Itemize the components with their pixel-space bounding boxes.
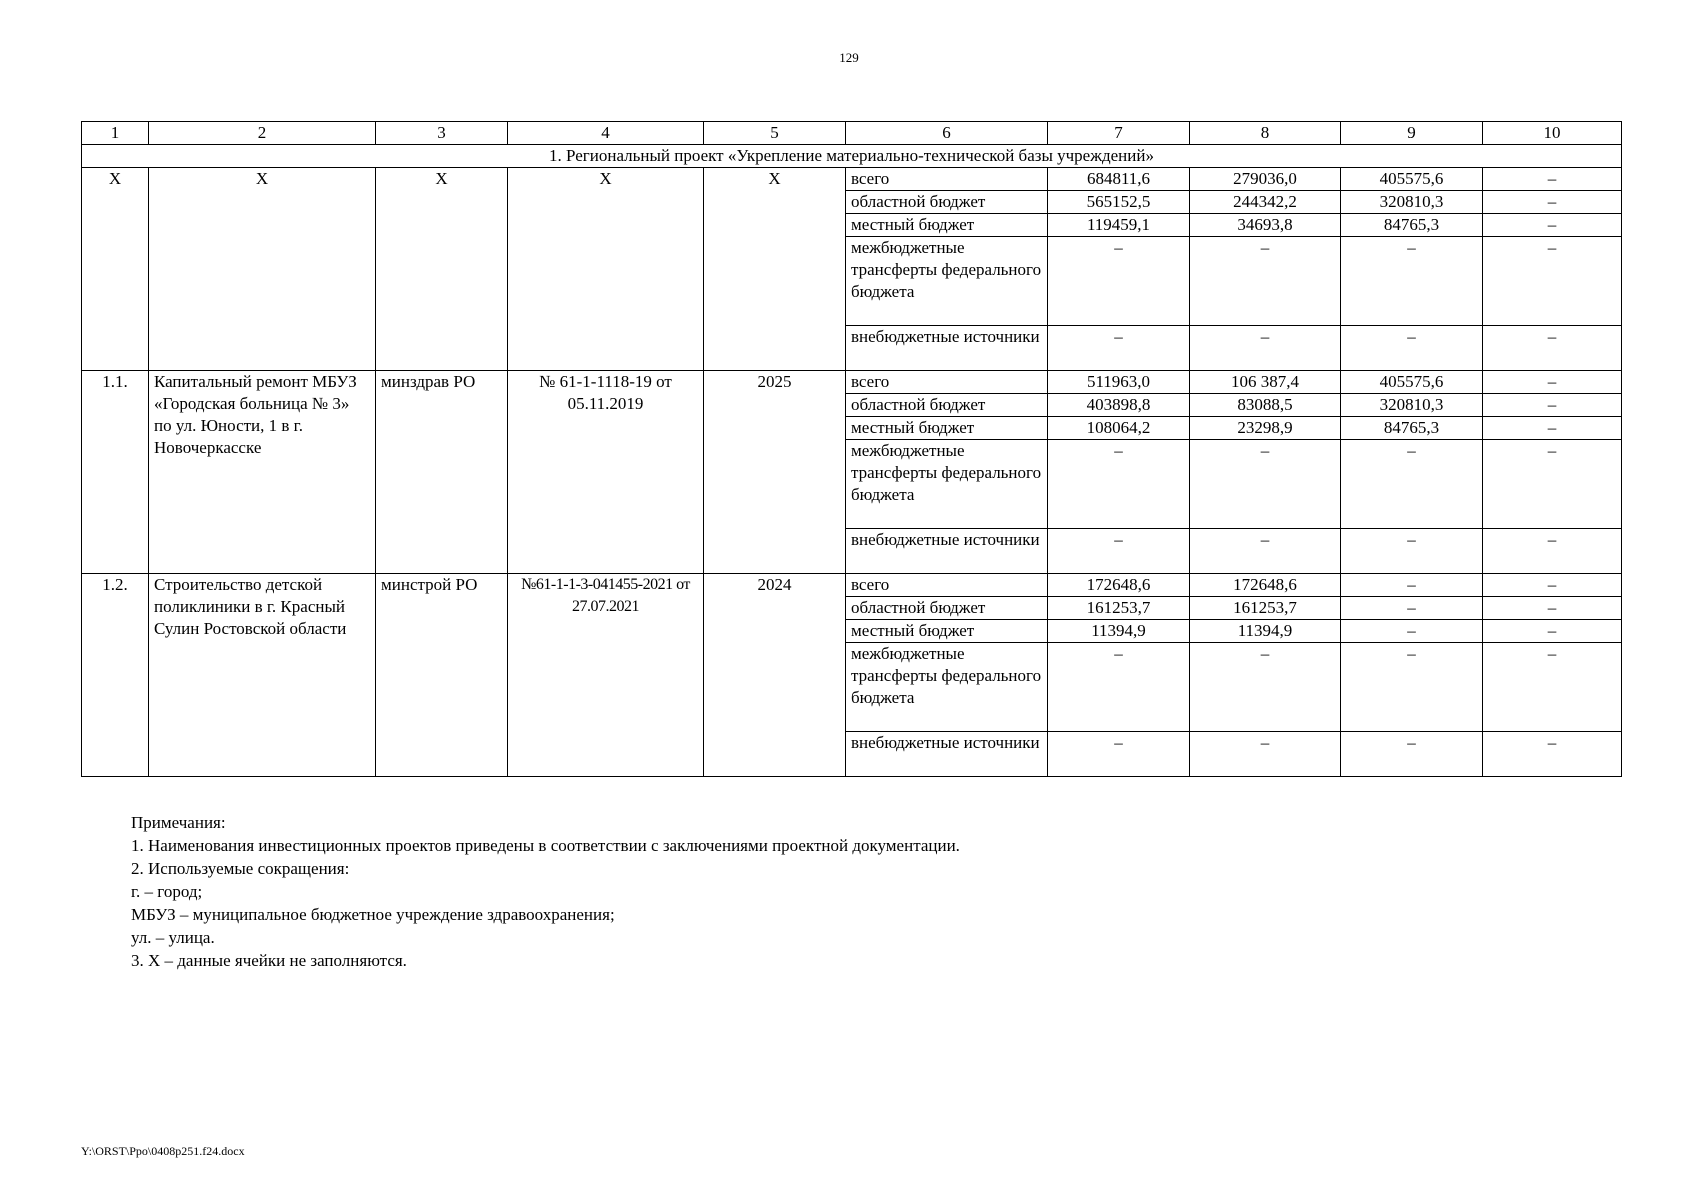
project-number: 1.1. — [82, 371, 149, 574]
value-col9: 84765,3 — [1341, 417, 1483, 440]
value-col7: 119459,1 — [1048, 214, 1190, 237]
value-col9: – — [1341, 529, 1483, 574]
notes-heading: Примечания: — [131, 813, 226, 832]
value-col7: – — [1048, 643, 1190, 732]
project-organization: минздрав РО — [376, 371, 508, 574]
value-col7: – — [1048, 529, 1190, 574]
summary-col3: Х — [376, 168, 508, 371]
value-col8: – — [1190, 440, 1341, 529]
funding-source: межбюджетные трансферты федерального бюджета — [846, 643, 1048, 732]
column-header: 10 — [1483, 122, 1622, 145]
funding-source: внебюджетные источники — [846, 529, 1048, 574]
value-col7: – — [1048, 732, 1190, 777]
value-col8: 244342,2 — [1190, 191, 1341, 214]
funding-source: областной бюджет — [846, 191, 1048, 214]
section-title: 1. Региональный проект «Укрепление материально-технической базы учреждений» — [82, 145, 1622, 168]
table-row — [82, 574, 1622, 597]
value-col9: – — [1341, 237, 1483, 326]
summary-col5: Х — [704, 168, 846, 371]
value-col8: 172648,6 — [1190, 574, 1341, 597]
value-col8: – — [1190, 529, 1341, 574]
value-col10: – — [1483, 371, 1622, 394]
value-col8: – — [1190, 732, 1341, 777]
note-line: 3. Х – данные ячейки не заполняются. — [131, 951, 407, 970]
value-col10: – — [1483, 643, 1622, 732]
value-col10: – — [1483, 394, 1622, 417]
funding-source: местный бюджет — [846, 620, 1048, 643]
column-header: 1 — [82, 122, 149, 145]
summary-col2: Х — [149, 168, 376, 371]
value-col10: – — [1483, 732, 1622, 777]
funding-source: местный бюджет — [846, 214, 1048, 237]
project-document: № 61-1-1118-19 от 05.11.2019 — [508, 371, 704, 574]
value-col9: – — [1341, 732, 1483, 777]
column-header: 2 — [149, 122, 376, 145]
value-col7: 511963,0 — [1048, 371, 1190, 394]
value-col9: – — [1341, 597, 1483, 620]
value-col9: 84765,3 — [1341, 214, 1483, 237]
funding-source: областной бюджет — [846, 597, 1048, 620]
funding-source: всего — [846, 574, 1048, 597]
summary-col1: Х — [82, 168, 149, 371]
column-header: 8 — [1190, 122, 1341, 145]
investment-projects-table — [81, 121, 1622, 777]
value-col7: 11394,9 — [1048, 620, 1190, 643]
note-line: ул. – улица. — [131, 928, 215, 947]
column-number-row — [82, 122, 1622, 145]
funding-source: межбюджетные трансферты федерального бюджета — [846, 237, 1048, 326]
note-line: г. – город; — [131, 882, 203, 901]
value-col8: – — [1190, 326, 1341, 371]
column-header: 3 — [376, 122, 508, 145]
value-col7: – — [1048, 326, 1190, 371]
project-name: Капитальный ремонт МБУЗ «Городская больница № 3» по ул. Юности, 1 в г. Новочеркасске — [149, 371, 376, 574]
value-col10: – — [1483, 574, 1622, 597]
value-col9: – — [1341, 620, 1483, 643]
value-col8: – — [1190, 237, 1341, 326]
funding-source: внебюджетные источники — [846, 326, 1048, 371]
value-col7: 403898,8 — [1048, 394, 1190, 417]
page-number: 129 — [839, 50, 859, 65]
value-col8: 23298,9 — [1190, 417, 1341, 440]
value-col10: – — [1483, 440, 1622, 529]
value-col10: – — [1483, 597, 1622, 620]
value-col9: – — [1341, 643, 1483, 732]
column-header: 7 — [1048, 122, 1190, 145]
project-organization: минстрой РО — [376, 574, 508, 777]
funding-source: всего — [846, 371, 1048, 394]
value-col10: – — [1483, 417, 1622, 440]
value-col10: – — [1483, 326, 1622, 371]
value-col8: – — [1190, 643, 1341, 732]
value-col10: – — [1483, 168, 1622, 191]
project-document: №61-1-1-3-041455-2021 от 27.07.2021 — [508, 574, 704, 777]
project-number: 1.2. — [82, 574, 149, 777]
funding-source: внебюджетные источники — [846, 732, 1048, 777]
value-col7: – — [1048, 237, 1190, 326]
table-row — [82, 371, 1622, 394]
value-col8: 279036,0 — [1190, 168, 1341, 191]
column-header: 9 — [1341, 122, 1483, 145]
value-col8: 161253,7 — [1190, 597, 1341, 620]
value-col7: 684811,6 — [1048, 168, 1190, 191]
funding-source: межбюджетные трансферты федерального бюджета — [846, 440, 1048, 529]
value-col10: – — [1483, 214, 1622, 237]
value-col10: – — [1483, 620, 1622, 643]
column-header: 6 — [846, 122, 1048, 145]
value-col9: 320810,3 — [1341, 191, 1483, 214]
notes-section — [131, 811, 960, 972]
project-name: Строительство детской поликлиники в г. Красный Сулин Ростовской области — [149, 574, 376, 777]
value-col7: – — [1048, 440, 1190, 529]
value-col9: – — [1341, 326, 1483, 371]
value-col9: 320810,3 — [1341, 394, 1483, 417]
value-col10: – — [1483, 529, 1622, 574]
value-col9: – — [1341, 574, 1483, 597]
note-line: 2. Используемые сокращения: — [131, 859, 350, 878]
note-line: МБУЗ – муниципальное бюджетное учреждение здравоохранения; — [131, 905, 615, 924]
note-line: 1. Наименования инвестиционных проектов приведены в соответствии с заключениями проектной документации. — [131, 836, 960, 855]
value-col8: 34693,8 — [1190, 214, 1341, 237]
column-header: 5 — [704, 122, 846, 145]
funding-source: местный бюджет — [846, 417, 1048, 440]
section-title-row — [82, 145, 1622, 168]
value-col9: 405575,6 — [1341, 168, 1483, 191]
summary-col4: Х — [508, 168, 704, 371]
file-path-footer: Y:\ORST\Ppo\0408p251.f24.docx — [81, 1144, 245, 1158]
value-col10: – — [1483, 191, 1622, 214]
value-col9: – — [1341, 440, 1483, 529]
project-year: 2024 — [704, 574, 846, 777]
value-col7: 172648,6 — [1048, 574, 1190, 597]
column-header: 4 — [508, 122, 704, 145]
value-col7: 565152,5 — [1048, 191, 1190, 214]
project-year: 2025 — [704, 371, 846, 574]
value-col8: 11394,9 — [1190, 620, 1341, 643]
funding-source: областной бюджет — [846, 394, 1048, 417]
value-col10: – — [1483, 237, 1622, 326]
value-col9: 405575,6 — [1341, 371, 1483, 394]
value-col8: 83088,5 — [1190, 394, 1341, 417]
value-col7: 108064,2 — [1048, 417, 1190, 440]
table-row — [82, 168, 1622, 191]
value-col8: 106 387,4 — [1190, 371, 1341, 394]
value-col7: 161253,7 — [1048, 597, 1190, 620]
funding-source: всего — [846, 168, 1048, 191]
